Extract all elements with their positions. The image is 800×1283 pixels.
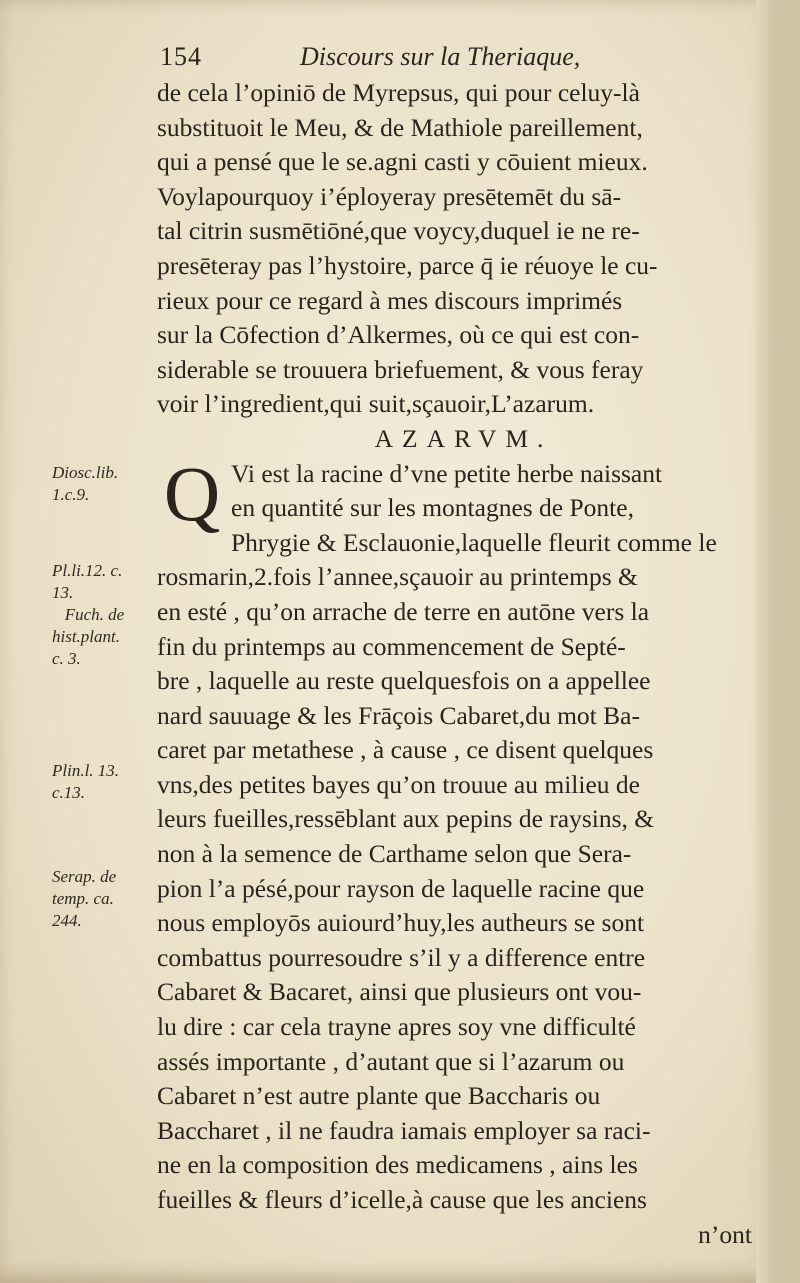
text-line: en esté , qu’on arrache de terre en autōne vers la <box>157 596 650 626</box>
text-line: fueilles & fleurs d’icelle,à cause que les anciens <box>157 1185 647 1214</box>
text-line: caret par metathese , à cause , ce disent quelques <box>157 735 654 765</box>
text-line: nard sauuage & les Frāçois Cabaret,du mot Ba- <box>157 700 640 730</box>
text-line: Baccharet , il ne faudra iamais employer sa raci- <box>157 1115 651 1145</box>
text-line: bre , laquelle au reste quelquesfois on a appellee <box>157 666 651 696</box>
margin-note-dioscorides: Diosc.lib. 1.c.9. <box>52 463 119 504</box>
drop-cap-letter: Q <box>163 449 221 537</box>
text-line: lu dire : car cela trayne apres soy vne difficulté <box>157 1012 636 1042</box>
text-line: voir l’ingredient,qui suit,sçauoir,L’azarum. <box>157 389 595 419</box>
text-line: siderable se trouuera briefuement, & vous feray <box>157 354 644 384</box>
text-line: nous employōs auiourd’huy,les autheurs se sont <box>157 908 645 938</box>
text-line: pion l’a pésé,pour rayson de laquelle racine que <box>157 873 645 903</box>
text-line: vns,des petites bayes qu’on trouue au milieu de <box>157 769 640 799</box>
text-line: Cabaret n’est autre plante que Baccharis ou <box>157 1081 601 1111</box>
section-heading: AZARVM. <box>374 423 553 453</box>
main-text <box>157 76 762 1252</box>
text-line: ne en la composition des medicamens , ains les <box>157 1150 638 1180</box>
text-line: tal citrin susmētiōné,que voycy,duquel ie ne re- <box>157 216 640 246</box>
text-line: rosmarin,2.fois l’annee,sçauoir au printemps & <box>157 562 638 592</box>
text-line: Cabaret & Bacaret, ainsi que plusieurs ont vou- <box>157 977 642 1007</box>
catchword: n’ont <box>698 1219 752 1249</box>
dropcap-paragraph <box>157 449 762 537</box>
text-line: Voylapourquoy i’éployeray presētemēt du sā- <box>157 181 622 211</box>
text-line: presēteray pas l’hystoire, parce q̄ ie réuoye le cu- <box>157 250 658 280</box>
text-line: assés importante , d’autant que si l’azarum ou <box>157 1046 625 1076</box>
text-line: en quantité sur les montagnes de Ponte, <box>231 493 634 523</box>
text-line: de cela l’opiniō de Myrepsus, qui pour celuy-là <box>157 78 640 107</box>
margin-note-pliny: Plin.l. 13. c.13. <box>52 761 120 802</box>
margin-note-pliny-fuchs: Pl.li.12. c. 13. Fuch. de hist.plant. c. 3. <box>52 561 125 668</box>
text-line: substituoit le Meu, & de Mathiole pareillement, <box>157 112 643 142</box>
text-line: Phrygie & Esclauonie,laquelle fleurit comme le <box>231 527 717 557</box>
text-line: leurs fueilles,ressēblant aux pepins de raysins, & <box>157 804 655 834</box>
text-line: non à la semence de Carthame selon que Sera- <box>157 839 632 869</box>
margin-note-serapion: Serap. de temp. ca. 244. <box>52 867 117 930</box>
text-line: qui a pensé que le se.agni casti y cōuient mieux. <box>157 147 648 177</box>
text-line: sur la Cōfection d’Alkermes, où ce qui est con- <box>157 320 640 350</box>
running-title: Discours sur la Theriaque, <box>300 42 581 71</box>
text-line: rieux pour ce regard à mes discours imprimés <box>157 285 623 315</box>
text-line: fin du printemps au commencement de Septé- <box>157 631 626 661</box>
text-line: combattus pourresoudre s’il y a difference entre <box>157 942 646 972</box>
page-number: 154 <box>160 42 202 71</box>
text-line: Vi est la racine d’vne petite herbe naissant <box>231 458 663 488</box>
